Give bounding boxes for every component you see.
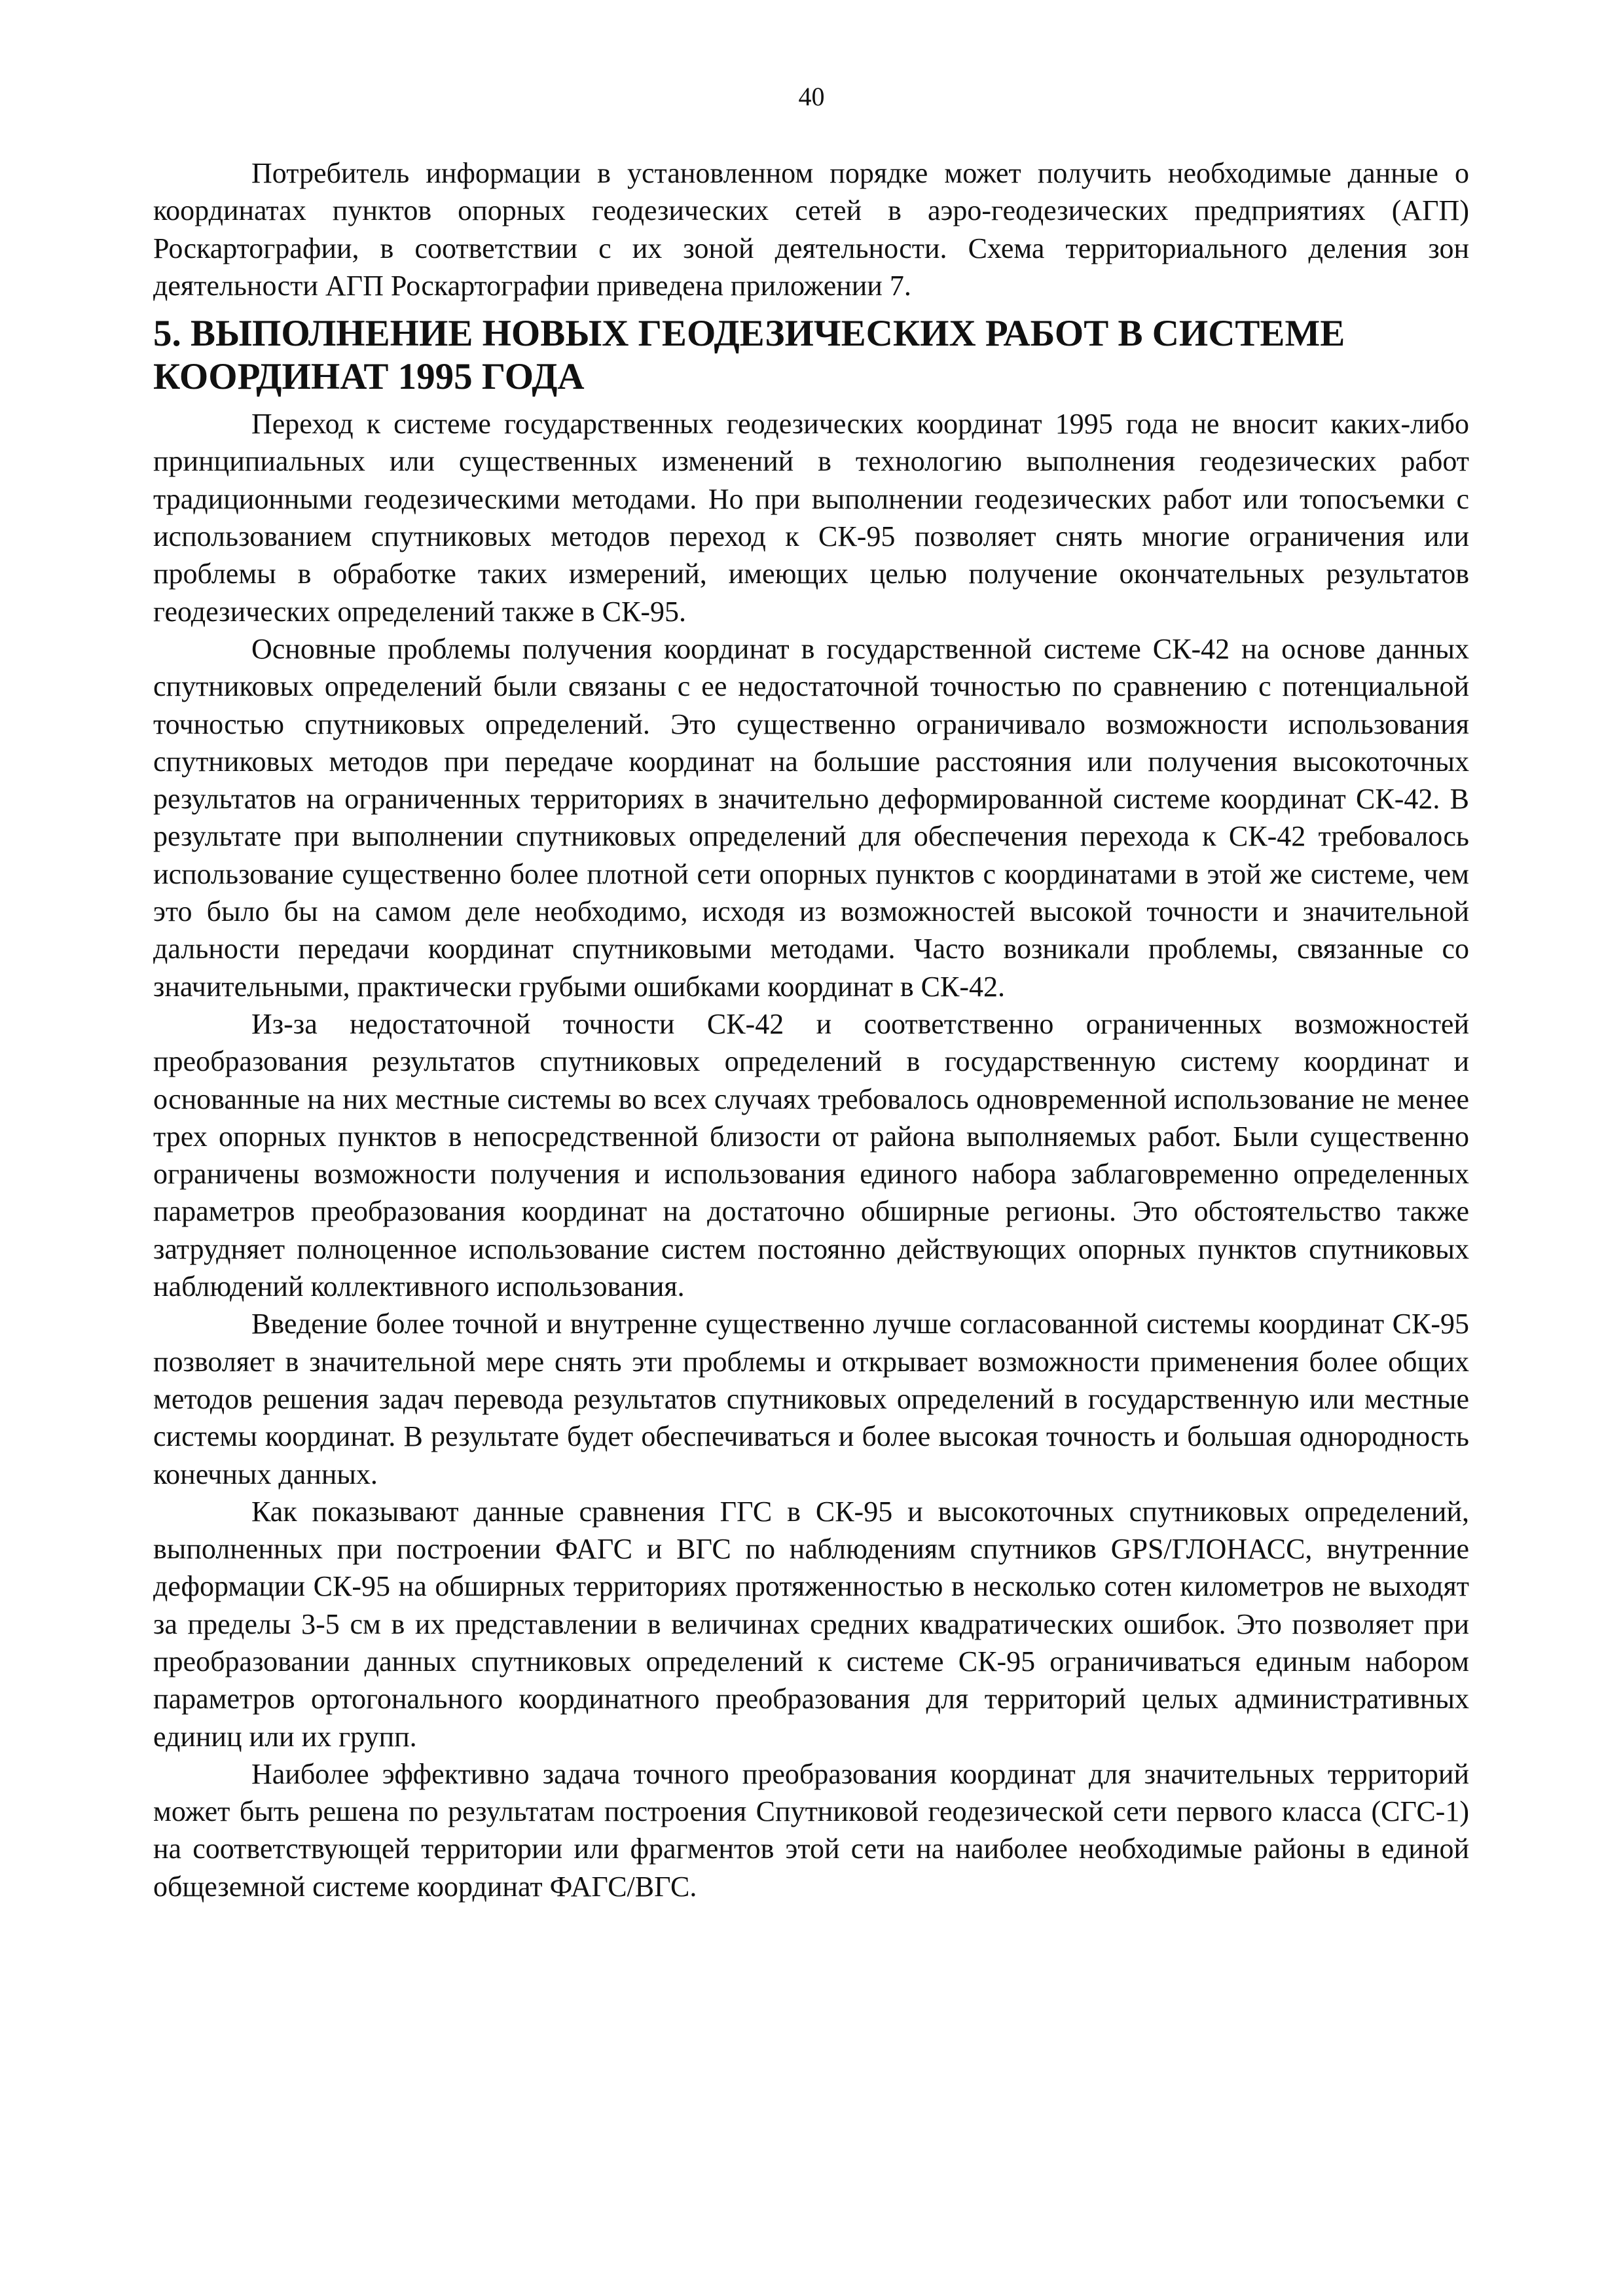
paragraph-comparison-data: Как показывают данные сравнения ГГС в СК-95 и высокоточных спутниковых определений, выполненных при построении ФАГС и ВГС по наблюдениям спутников GPS/ГЛОНАСС, внутренние деформации СК-95 на обширных территориях протяженностью в несколько сотен километров не выходят за пределы 3-5 см в их представлении в величинах средних квадратических ошибок. Это позволяет при преобразовании данных спутниковых определений к системе СК-95 ограничиваться единым набором параметров ортогонального координатного преобразования для территорий целых административных единиц или их групп. [153, 1495, 1469, 1753]
paragraph-sgs1-network: Наиболее эффективно задача точного преобразования координат для значительных территорий может быть решена по результатам построения Спутниковой геодезической сети первого класса (СГС-1) на соответствующей территории или фрагментов этой сети на наиболее необходимые районы в единой общеземной системе координат ФАГС/ВГС. [153, 1757, 1469, 1903]
section-heading: 5. ВЫПОЛНЕНИЕ НОВЫХ ГЕОДЕЗИЧЕСКИХ РАБОТ В СИСТЕМЕ КООРДИНАТ 1995 ГОДА [153, 313, 1345, 398]
page-content [153, 154, 1469, 1905]
page-number: 40 [798, 82, 825, 111]
paragraph-sk95-introduction: Введение более точной и внутренне существенно лучше согласованной системы координат СК-95 позволяет в значительной мере снять эти проблемы и открывает возможности применения более общих методов решения задач перевода результатов спутниковых определений в государственную или местные системы координат. В результате будет обеспечиваться и более высокая точность и большая однородность конечных данных. [153, 1308, 1469, 1490]
paragraph-sk42-problems: Основные проблемы получения координат в государственной системе СК-42 на основе данных спутниковых определений были связаны с ее недостаточной точностью по сравнению с потенциальной точностью спутниковых определений. Это существенно ограничивало возможности использования спутниковых методов при передаче координат на большие расстояния или получения высокоточных результатов на ограниченных территориях в значительно деформированной системе координат СК-42. В результате при выполнении спутниковых определений для обеспечения перехода к СК-42 требовалось использование существенно более плотной сети опорных пунктов с координатами в этой же системе, чем это было бы на самом деле необходимо, исходя из возможностей высокой точности и значительной дальности передачи координат спутниковыми методами. Часто возникали проблемы, связанные со значительными, практически грубыми ошибками координат в СК-42. [153, 632, 1469, 1003]
intro-paragraph: Потребитель информации в установленном порядке может получить необходимые данные о координатах пунктов опорных геодезических сетей в аэро-геодезических предприятиях (АГП) Роскартографии, в соответствии с их зоной деятельности. Схема территориального деления зон деятельности АГП Роскартографии приведена приложении 7. [153, 157, 1469, 302]
paragraph-transition-sk95: Переход к системе государственных геодезических координат 1995 года не вносит каких-либо принципиальных или существенных изменений в технологию выполнения геодезических работ традиционными геодезическими методами. Но при выполнении геодезических работ или топосъемки с использованием спутниковых методов переход к СК-95 позволяет снять многие ограничения или проблемы в обработке таких измерений, имеющих целью получение окончательных результатов геодезических определений также в СК-95. [153, 408, 1469, 628]
paragraph-sk42-accuracy: Из-за недостаточной точности СК-42 и соответственно ограниченных возможностей преобразования результатов спутниковых определений в государственную систему координат и основанные на них местные системы во всех случаях требовалось одновременной использование не менее трех опорных пунктов в непосредственной близости от района выполняемых работ. Были существенно ограничены возможности получения и использования единого набора заблаговременно определенных параметров преобразования координат на достаточно обширные регионы. Это обстоятельство также затрудняет полноценное использование систем постоянно действующих опорных пунктов спутниковых наблюдений коллективного использования. [153, 1007, 1469, 1303]
